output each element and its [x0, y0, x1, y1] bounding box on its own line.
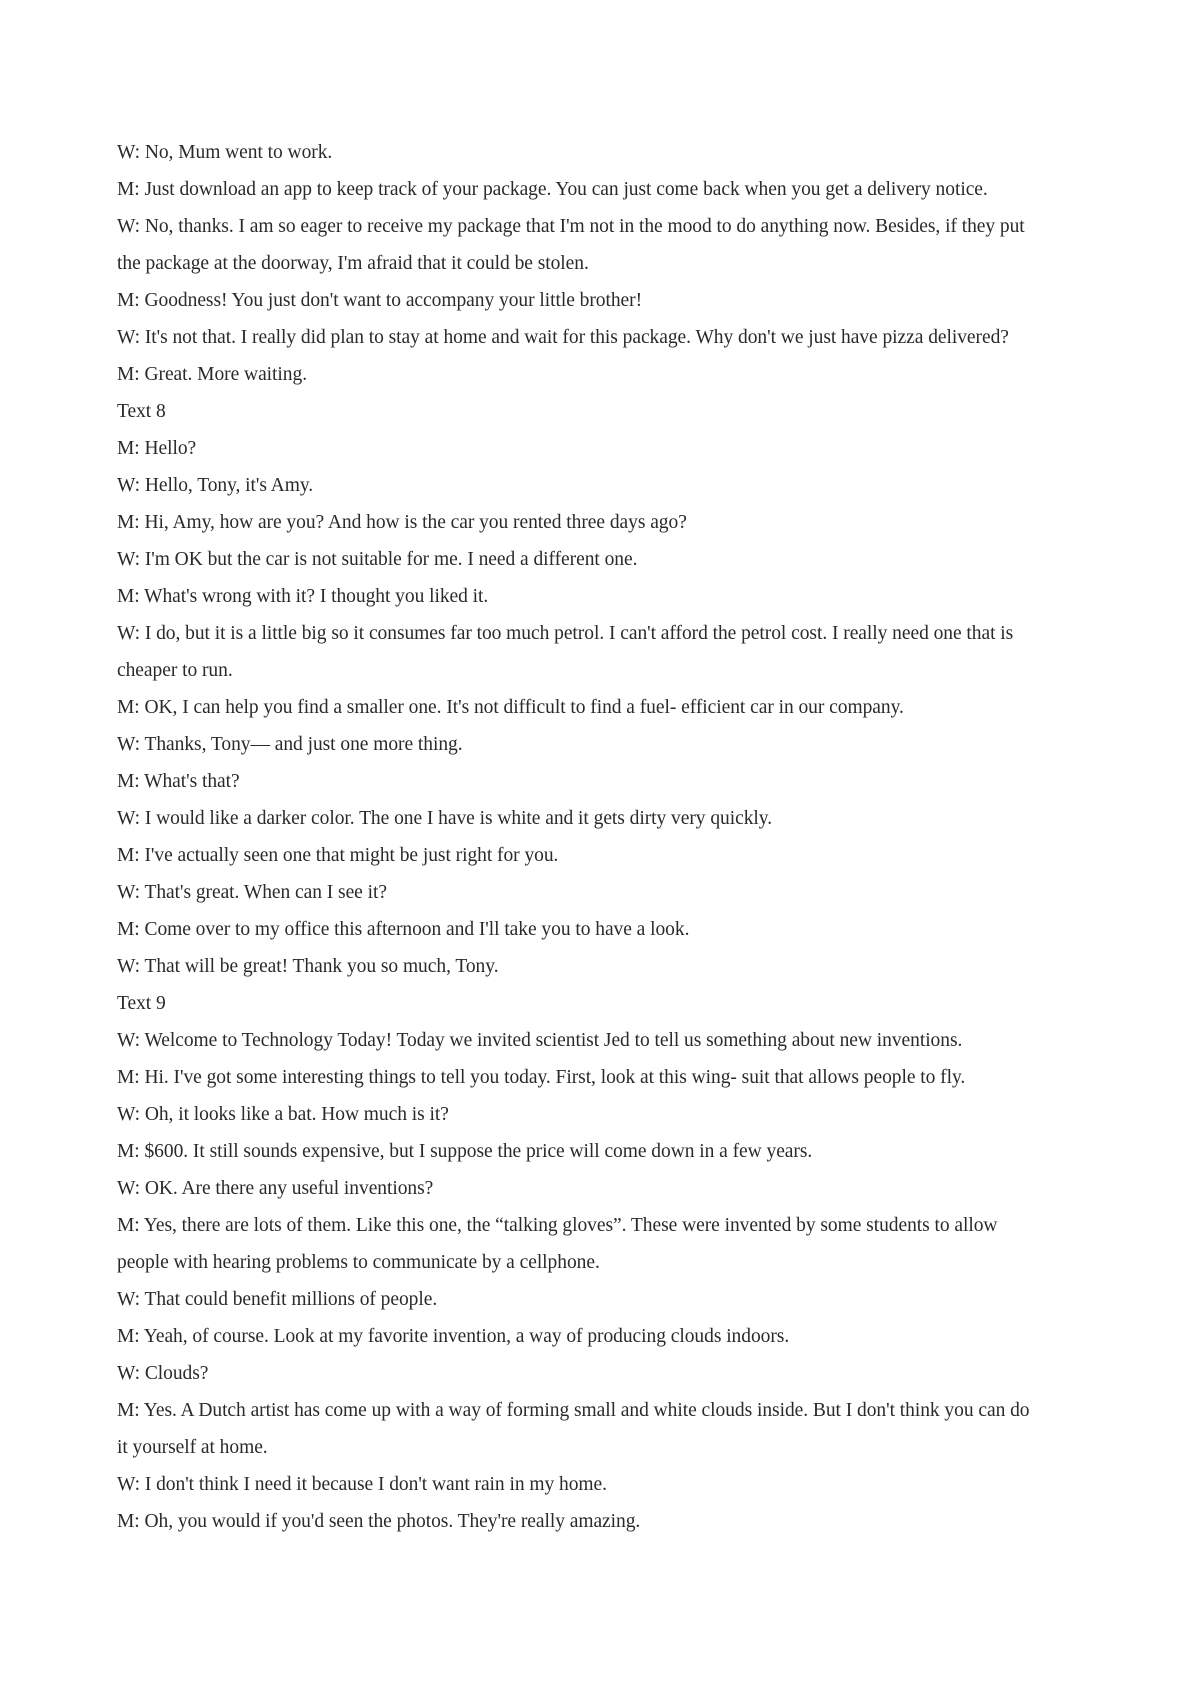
line-m-photos: M: Oh, you would if you'd seen the photos. They're really amazing. [117, 1511, 641, 1532]
line-m-hi-amy: M: Hi, Amy, how are you? And how is the car you rented three days ago? [117, 512, 687, 533]
line-hearing-problems: people with hearing problems to communicate by a cellphone. [117, 1252, 600, 1273]
line-w-hello-tony: W: Hello, Tony, it's Amy. [117, 475, 314, 496]
line-m-whats-that: M: What's that? [117, 771, 240, 792]
line-w-bat: W: Oh, it looks like a bat. How much is it? [117, 1104, 449, 1125]
line-m-more-waiting: M: Great. More waiting. [117, 364, 308, 385]
line-m-dutch-artist: M: Yes. A Dutch artist has come up with a way of forming small and white clouds inside. But I don't think you can do [117, 1400, 1030, 1421]
transcript-text [117, 134, 1117, 1540]
line-m-goodness: M: Goodness! You just don't want to accompany your little brother! [117, 290, 643, 311]
line-w-one-more-thing: W: Thanks, Tony— and just one more thing. [117, 734, 463, 755]
line-m-smaller-one: M: OK, I can help you find a smaller one. It's not difficult to find a fuel- efficient car in our company. [117, 697, 904, 718]
line-package-doorway: the package at the doorway, I'm afraid that it could be stolen. [117, 253, 589, 274]
line-w-rain: W: I don't think I need it because I don't want rain in my home. [117, 1474, 607, 1495]
line-cheaper-to-run: cheaper to run. [117, 660, 233, 681]
line-m-seen-one: M: I've actually seen one that might be just right for you. [117, 845, 559, 866]
line-w-no-thanks: W: No, thanks. I am so eager to receive my package that I'm not in the mood to do anything now. Besides, if they put [117, 216, 1025, 237]
line-m-whats-wrong: M: What's wrong with it? I thought you liked it. [117, 586, 489, 607]
line-m-come-over: M: Come over to my office this afternoon and I'll take you to have a look. [117, 919, 690, 940]
line-m-download-app: M: Just download an app to keep track of your package. You can just come back when you get a delivery notice. [117, 179, 988, 200]
section-heading-text-8: Text 8 [117, 401, 166, 422]
line-w-not-that: W: It's not that. I really did plan to stay at home and wait for this package. Why don't we just have pizza delivered? [117, 327, 1009, 348]
line-w-clouds: W: Clouds? [117, 1363, 209, 1384]
line-m-wing-suit: M: Hi. I've got some interesting things to tell you today. First, look at this wing- suit that allows people to fly. [117, 1067, 966, 1088]
line-m-clouds-indoors: M: Yeah, of course. Look at my favorite invention, a way of producing clouds indoors. [117, 1326, 790, 1347]
line-m-price: M: $600. It still sounds expensive, but I suppose the price will come down in a few years. [117, 1141, 813, 1162]
line-w-mum-work: W: No, Mum went to work. [117, 142, 333, 163]
section-heading-text-9: Text 9 [117, 993, 166, 1014]
line-w-welcome: W: Welcome to Technology Today! Today we invited scientist Jed to tell us something about new inventions. [117, 1030, 963, 1051]
line-w-when-see: W: That's great. When can I see it? [117, 882, 387, 903]
line-m-talking-gloves: M: Yes, there are lots of them. Like this one, the “talking gloves”. These were invented by some students to allow [117, 1215, 998, 1236]
line-w-darker-color: W: I would like a darker color. The one I have is white and it gets dirty very quickly. [117, 808, 773, 829]
line-w-useful-inventions: W: OK. Are there any useful inventions? [117, 1178, 434, 1199]
line-m-hello: M: Hello? [117, 438, 197, 459]
line-w-benefit: W: That could benefit millions of people. [117, 1289, 438, 1310]
line-w-not-suitable: W: I'm OK but the car is not suitable for me. I need a different one. [117, 549, 638, 570]
line-at-home: it yourself at home. [117, 1437, 268, 1458]
line-w-thank-you-tony: W: That will be great! Thank you so much, Tony. [117, 956, 499, 977]
line-w-petrol: W: I do, but it is a little big so it consumes far too much petrol. I can't afford the petrol cost. I really need one that is [117, 623, 1014, 644]
